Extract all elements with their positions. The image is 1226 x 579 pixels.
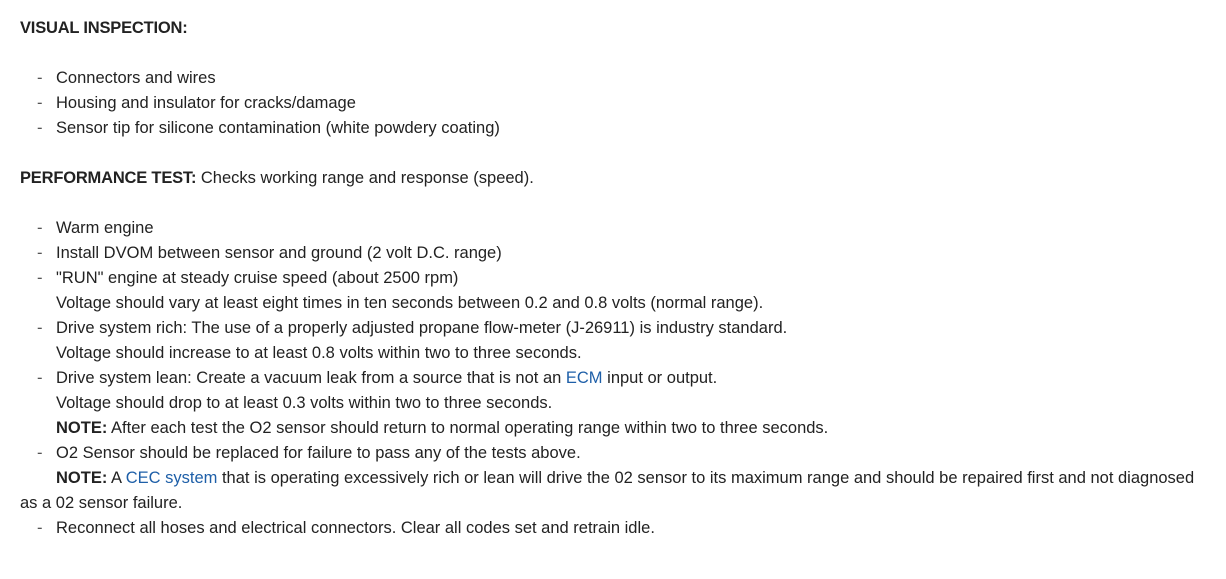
note-text-post: that is operating excessively rich or lean will drive the 02 sensor to its maximum range and should be repaired first and not diagnosed as a 02 sensor failure.: [20, 469, 1195, 512]
performance-test-list: [20, 441, 1206, 466]
list-item-text: "RUN" engine at steady cruise speed (about 2500 rpm): [56, 269, 459, 287]
list-item: [20, 366, 1206, 391]
performance-test-list: [20, 366, 1206, 391]
list-item: [20, 441, 1206, 466]
list-item-text-post: input or output.: [602, 369, 718, 387]
performance-test-intro: Checks working range and response (speed).: [196, 169, 534, 187]
dash-marker: -: [37, 269, 43, 287]
dash-marker: -: [37, 94, 43, 112]
performance-test-heading: PERFORMANCE TEST:: [20, 169, 197, 187]
list-item: [20, 116, 1206, 141]
dash-marker: -: [37, 119, 43, 137]
list-item: [20, 241, 1206, 266]
list-item-text: Drive system rich: The use of a properly adjusted propane flow-meter (J-26911) is industry standard.: [56, 319, 788, 337]
visual-inspection-heading: VISUAL INSPECTION:: [20, 19, 188, 37]
spacer: [20, 41, 1206, 66]
dash-marker: -: [37, 519, 43, 537]
cec-system-link[interactable]: CEC system: [125, 469, 218, 487]
continuation-text: Voltage should vary at least eight times in ten seconds between 0.2 and 0.8 volts (normal range).: [56, 294, 764, 312]
note-line: [20, 466, 1206, 516]
dash-marker: -: [37, 244, 43, 262]
note-text-pre: A: [107, 469, 126, 487]
list-item: [20, 66, 1206, 91]
dash-marker: -: [37, 319, 43, 337]
list-item: [20, 91, 1206, 116]
list-item: [20, 516, 1206, 541]
list-item-text: Connectors and wires: [56, 69, 216, 87]
dash-marker: -: [37, 219, 43, 237]
performance-test-paragraph: [20, 166, 1206, 191]
ecm-link[interactable]: ECM: [565, 369, 603, 387]
note-text: After each test the O2 sensor should return to normal operating range within two to three seconds.: [107, 419, 829, 437]
list-item-text: Housing and insulator for cracks/damage: [56, 94, 356, 112]
list-item-text: O2 Sensor should be replaced for failure to pass any of the tests above.: [56, 444, 581, 462]
note-label: NOTE:: [56, 419, 108, 437]
continuation-text: Voltage should drop to at least 0.3 volts within two to three seconds.: [56, 394, 553, 412]
list-item-text-pre: Drive system lean: Create a vacuum leak from a source that is not an: [56, 369, 566, 387]
list-item-text: Warm engine: [56, 219, 154, 237]
list-item: [20, 266, 1206, 291]
spacer: [20, 191, 1206, 216]
dash-marker: -: [37, 444, 43, 462]
dash-marker: -: [37, 369, 43, 387]
continuation-text: Voltage should increase to at least 0.8 volts within two to three seconds.: [56, 344, 582, 362]
dash-marker: -: [37, 69, 43, 87]
visual-inspection-list: [20, 66, 1206, 141]
note-line: [20, 416, 1206, 441]
list-item: [20, 316, 1206, 341]
list-item: [20, 216, 1206, 241]
performance-test-list: [20, 516, 1206, 541]
list-item-text: Reconnect all hoses and electrical connectors. Clear all codes set and retrain idle.: [56, 519, 655, 537]
list-item-text: Install DVOM between sensor and ground (2 volt D.C. range): [56, 244, 502, 262]
note-label: NOTE:: [56, 469, 108, 487]
list-item-text: Sensor tip for silicone contamination (white powdery coating): [56, 119, 500, 137]
performance-test-list: [20, 216, 1206, 291]
spacer: [20, 141, 1206, 166]
performance-test-list: [20, 316, 1206, 341]
